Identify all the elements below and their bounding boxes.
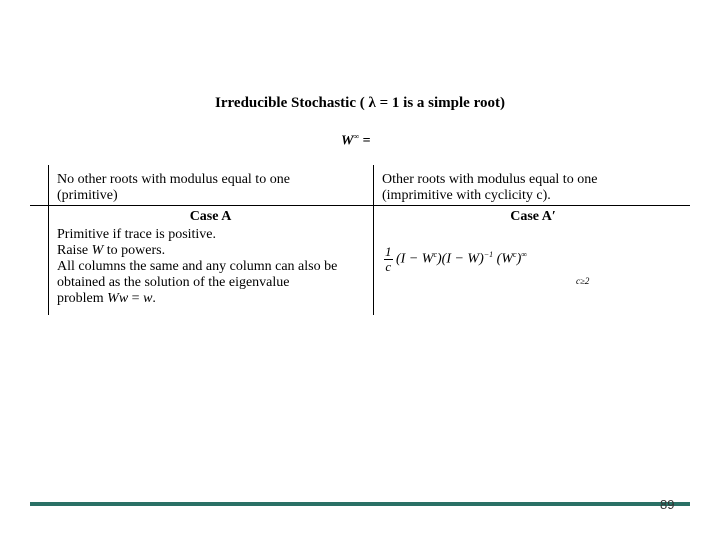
case-a-line: All columns the same and any column can also be xyxy=(57,259,338,274)
table-center-divider xyxy=(373,165,374,315)
case-a-line: Primitive if trace is positive. xyxy=(57,227,217,242)
fraction: $\frac{1}{c}$ xyxy=(385,244,392,274)
case-a-body xyxy=(57,227,337,307)
case-a-prime-label: Case A′ xyxy=(510,209,556,224)
case-a-line: problem Ww = w. xyxy=(57,291,156,306)
page-number: 89 xyxy=(660,497,675,512)
case-a-label: Case A xyxy=(189,209,232,224)
left-column-header: No other roots with modulus equal to one (primitive) xyxy=(57,172,290,203)
right-column-header: Other roots with modulus equal to one (imprimitive with cyclicity c). xyxy=(382,172,598,203)
page-title: Irreducible Stochastic ( λ = 1 is a simple root) xyxy=(215,95,505,111)
case-a-line: obtained as the solution of the eigenvalue xyxy=(57,275,290,290)
table-left-border xyxy=(48,165,49,315)
case-a-line: Raise W to powers. xyxy=(57,243,166,258)
footer-bar xyxy=(30,502,690,506)
w-infinity-label: W∞ = xyxy=(341,132,371,149)
table-header-rule xyxy=(30,205,690,206)
case-a-prime-formula: $\frac{1}{c}$ $(I - W^c)(I - W)^{-1}$ $(W^c)^\infty$ xyxy=(385,244,527,274)
formula-subscript: c≥2 xyxy=(576,276,590,286)
